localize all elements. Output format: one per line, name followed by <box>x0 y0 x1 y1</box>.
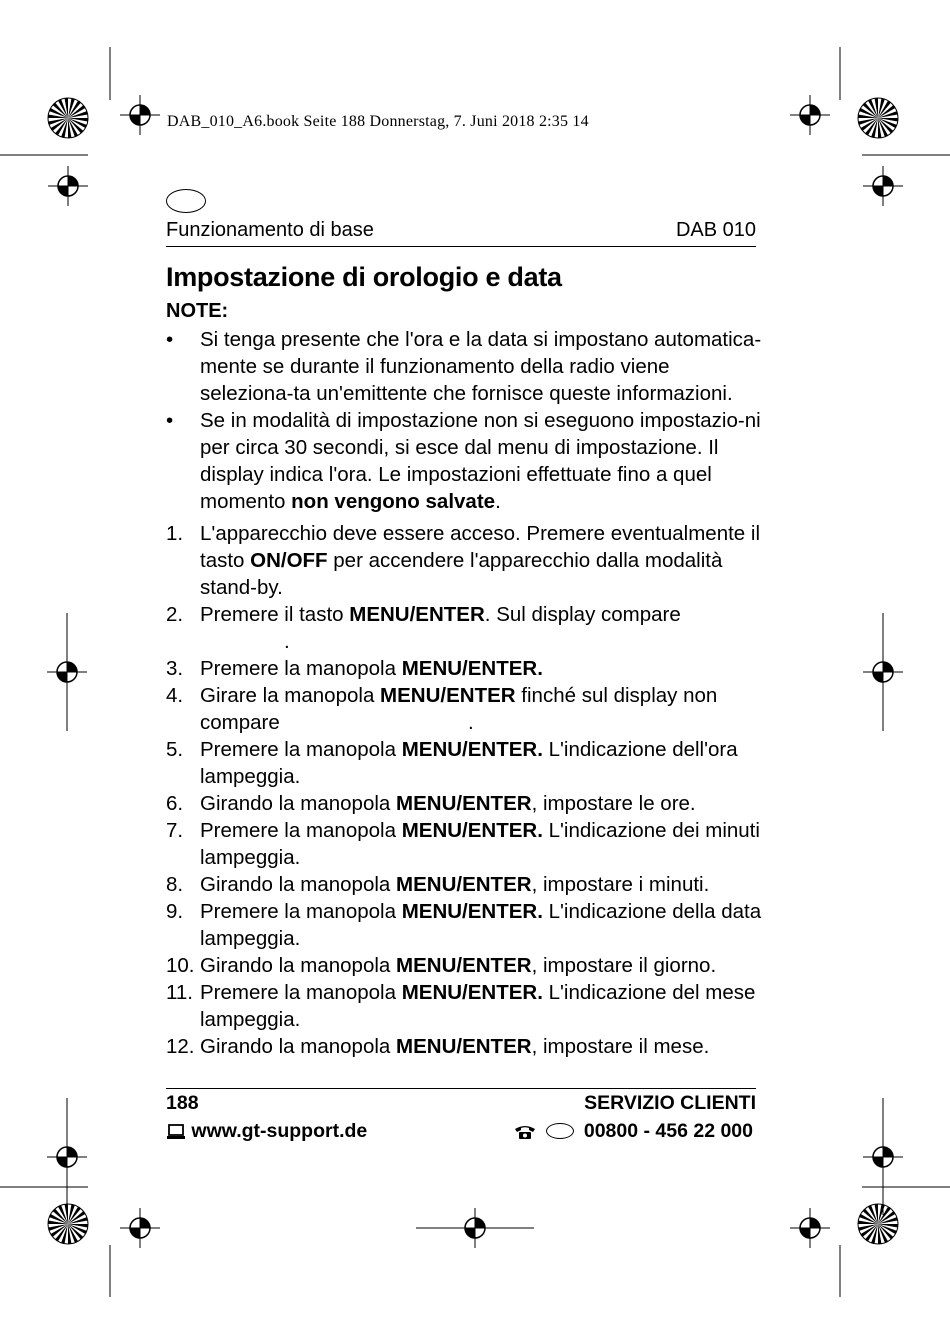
list-item <box>166 790 766 817</box>
text-run: L'apparecchio deve essere acceso. Premere eventualmente il tasto <box>200 522 761 572</box>
bold-term: MENU/ENTER <box>396 873 532 896</box>
text-run: , impostare i minuti. <box>531 873 710 896</box>
list-item <box>166 682 766 736</box>
laptop-icon <box>166 1123 186 1141</box>
step-number: 7. <box>166 819 184 842</box>
text-run: Premere il tasto <box>200 603 350 626</box>
registration-starburst-icon <box>858 98 898 138</box>
list-item <box>166 817 766 871</box>
list-item <box>166 1033 766 1060</box>
model-name: DAB 010 <box>675 219 756 241</box>
phone-block <box>513 1120 753 1143</box>
note-item <box>166 407 766 515</box>
list-item <box>166 898 766 952</box>
language-oval-badge <box>166 189 206 213</box>
page-footer <box>166 1088 756 1142</box>
list-item <box>166 979 766 1033</box>
text-run: finché sul display non compare <box>200 684 718 734</box>
list-item <box>166 655 766 682</box>
bullet-icon: • <box>166 409 174 432</box>
registration-starburst-icon <box>858 1204 898 1244</box>
main-content <box>166 326 766 1060</box>
text-run: , impostare il giorno. <box>531 954 717 977</box>
bold-term: ON/OFF <box>250 549 328 572</box>
telephone-icon <box>513 1124 537 1140</box>
text-run: Si tenga presente che l'ora e la data si impostano automatica-mente se durante il funzionamento della radio viene seleziona-ta un'emittente che fornisce queste informazioni. <box>200 328 762 405</box>
registration-target-icon <box>120 95 160 135</box>
text-run: Girando la manopola <box>200 954 397 977</box>
step-number: 6. <box>166 792 184 815</box>
registration-starburst-icon <box>48 1204 88 1244</box>
step-number: 4. <box>166 684 184 707</box>
bold-term: non vengono salvate <box>291 490 496 513</box>
text-run: L'indicazione dei minuti lampeggia. <box>200 819 760 869</box>
bold-term: MENU/ENTER <box>396 954 532 977</box>
step-number: 2. <box>166 603 184 626</box>
bold-term: MENU/ENTER <box>349 603 485 626</box>
registration-target-icon <box>790 1208 830 1248</box>
page-title: Impostazione di orologio e data <box>166 262 562 292</box>
service-label: SERVIZIO CLIENTI <box>584 1092 756 1114</box>
text-run: Girando la manopola <box>200 873 397 896</box>
text-run: L'indicazione della data lampeggia. <box>200 900 762 950</box>
registration-target-icon <box>120 1208 160 1248</box>
list-item <box>166 601 766 655</box>
bold-term: MENU/ENTER <box>380 684 516 707</box>
step-number: 5. <box>166 738 184 761</box>
text-run: Premere la manopola <box>200 819 402 842</box>
text-run: Girare la manopola <box>200 684 381 707</box>
text-run: . <box>495 490 501 513</box>
phone-number: 00800 - 456 22 000 <box>583 1120 753 1142</box>
country-oval-badge <box>546 1123 574 1139</box>
text-run: , impostare le ore. <box>531 792 696 815</box>
text-run: , impostare il mese. <box>531 1035 710 1058</box>
notes-list <box>166 326 766 515</box>
bold-term: MENU/ENTER. <box>401 657 543 680</box>
text-run: Premere la manopola <box>200 900 402 923</box>
bullet-icon: • <box>166 328 174 351</box>
registration-starburst-icon <box>48 98 88 138</box>
step-number: 1. <box>166 522 184 545</box>
step-number: 9. <box>166 900 184 923</box>
registration-target-icon <box>48 166 88 206</box>
print-slug-line: DAB_010_A6.book Seite 188 Donnerstag, 7. Juni 2018 2:35 14 <box>167 113 589 130</box>
text-run: L'indicazione dell'ora lampeggia. <box>200 738 738 788</box>
text-run: Girando la manopola <box>200 792 397 815</box>
steps-list <box>166 520 766 1060</box>
note-label: NOTE: <box>166 300 229 322</box>
bold-term: MENU/ENTER <box>396 792 532 815</box>
running-header <box>166 218 756 247</box>
text-run: Premere la manopola <box>200 981 402 1004</box>
website-link[interactable]: www.gt-support.de <box>191 1120 368 1142</box>
bold-term: MENU/ENTER <box>396 1035 532 1058</box>
list-item <box>166 736 766 790</box>
bold-term: MENU/ENTER. <box>401 981 543 1004</box>
display-text-placeholder: . <box>284 630 290 653</box>
step-number: 10. <box>166 954 195 977</box>
step-number: 3. <box>166 657 184 680</box>
text-run: per accendere l'apparecchio dalla modalità stand-by. <box>200 549 723 599</box>
text-run: . Sul display compare <box>484 603 681 626</box>
step-number: 8. <box>166 873 184 896</box>
website-block <box>166 1120 367 1143</box>
text-run: Girando la manopola <box>200 1035 397 1058</box>
bold-term: MENU/ENTER. <box>401 900 543 923</box>
text-run: Premere la manopola <box>200 738 402 761</box>
registration-target-icon <box>790 95 830 135</box>
bold-term: MENU/ENTER. <box>401 738 543 761</box>
display-text-placeholder: . <box>468 711 474 734</box>
page-number: 188 <box>166 1092 199 1114</box>
section-name: Funzionamento di base <box>166 219 374 241</box>
text-run: Premere la manopola <box>200 657 402 680</box>
bold-term: MENU/ENTER. <box>401 819 543 842</box>
registration-target-icon <box>863 166 903 206</box>
note-item <box>166 326 766 407</box>
step-number: 12. <box>166 1035 195 1058</box>
list-item <box>166 952 766 979</box>
text-run: Se in modalità di impostazione non si eseguono impostazio-ni per circa 30 secondi, si esce dal menu di impostazione. Il display indica l'ora. Le impostazioni effettuate fino a quel momento <box>200 409 761 513</box>
text-run: L'indicazione del mese lampeggia. <box>200 981 756 1031</box>
list-item <box>166 871 766 898</box>
step-number: 11. <box>166 981 193 1004</box>
list-item <box>166 520 766 601</box>
